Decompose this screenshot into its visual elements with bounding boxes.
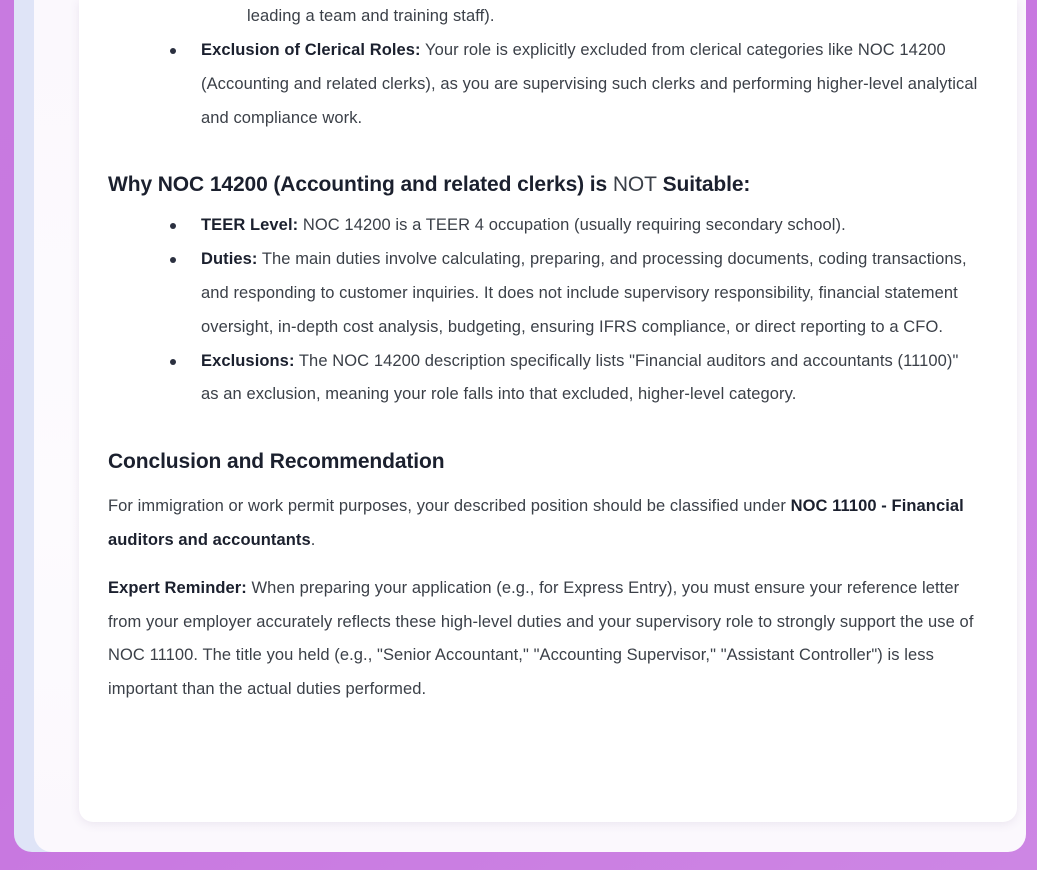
list-item-text (201, 250, 967, 336)
bullet-dot-icon (170, 48, 176, 54)
list-item-text (201, 216, 846, 234)
list-item (108, 345, 979, 413)
list-item-body: The NOC 14200 description specifically lists "Financial auditors and accountants (11100)" as an exclusion, meaning your role falls into that excluded, higher-level category. (201, 351, 959, 404)
paragraph-run-period: . (310, 530, 316, 549)
paragraph-body-expert-reminder: When preparing your application (e.g., for Express Entry), you must ensure your reference letter from your employer accurately reflects these high-level duties and your supervisory role to strongly support the use of NOC 11100. The title you held (e.g., "Senior Accountant," "Accounting Supervisor," "Assistant Controller") is less important than the actual duties performed. (108, 578, 974, 699)
list-item (108, 243, 979, 344)
spacer (108, 558, 979, 572)
paragraph-run-bold-noc-code: NOC 11100 - Financial auditors and accountants (108, 497, 964, 549)
bullet-dot-icon (170, 359, 176, 365)
list-item-body: NOC 14200 is a TEER 4 occupation (usually requiring secondary school). (298, 216, 846, 235)
app-window-frame (14, 0, 1018, 852)
list-item (108, 34, 979, 135)
message-content (79, 0, 1017, 747)
why-not-suitable-bullet-list (108, 209, 979, 412)
paragraph-expert-reminder (108, 572, 979, 707)
list-item-body: Your role is explicitly excluded from clerical categories like NOC 14200 (Accounting and related clerks), as you are supervising such clerks and performing higher-level analytical and compliance work. (201, 41, 978, 127)
exclusion-bullet-list (108, 34, 979, 135)
bullet-dot-icon (170, 223, 176, 229)
spacer (108, 412, 979, 448)
heading-part-after: Suitable: (656, 173, 751, 197)
list-item-lead: Exclusions: (201, 351, 295, 370)
spacer (108, 476, 979, 490)
paragraph-lead-expert-reminder: Expert Reminder: (108, 578, 247, 597)
list-item-lead: Exclusion of Clerical Roles: (201, 41, 421, 59)
list-item-lead: TEER Level: (201, 216, 299, 235)
paragraph-run-normal: For immigration or work permit purposes, your described position should be classified under (108, 497, 791, 516)
clipped-continuation-line: leading a team and training staff). (247, 7, 495, 25)
spacer (108, 199, 979, 209)
list-item-lead: Duties: (201, 250, 258, 269)
paragraph-recommendation (108, 490, 979, 558)
conversation-panel (34, 0, 1026, 852)
spacer (108, 135, 979, 171)
section-heading-conclusion: Conclusion and Recommendation (108, 450, 445, 474)
section-heading-why-not-suitable (108, 171, 979, 199)
bullet-dot-icon (170, 257, 176, 263)
list-item-text (201, 41, 977, 127)
list-item (108, 209, 979, 243)
list-item-body: The main duties involve calculating, preparing, and processing documents, coding transactions, and responding to customer inquiries. It does not include supervisory responsibility, financial statement oversight, in-depth cost analysis, budgeting, ensuring IFRS compliance, or direct reporting to a CFO. (201, 250, 967, 336)
assistant-message-card[interactable] (79, 0, 1017, 822)
list-item-text (201, 352, 958, 404)
heading-part-before: Why NOC 14200 (Accounting and related clerks) is (108, 173, 613, 197)
heading-part-not: NOT (612, 173, 657, 197)
